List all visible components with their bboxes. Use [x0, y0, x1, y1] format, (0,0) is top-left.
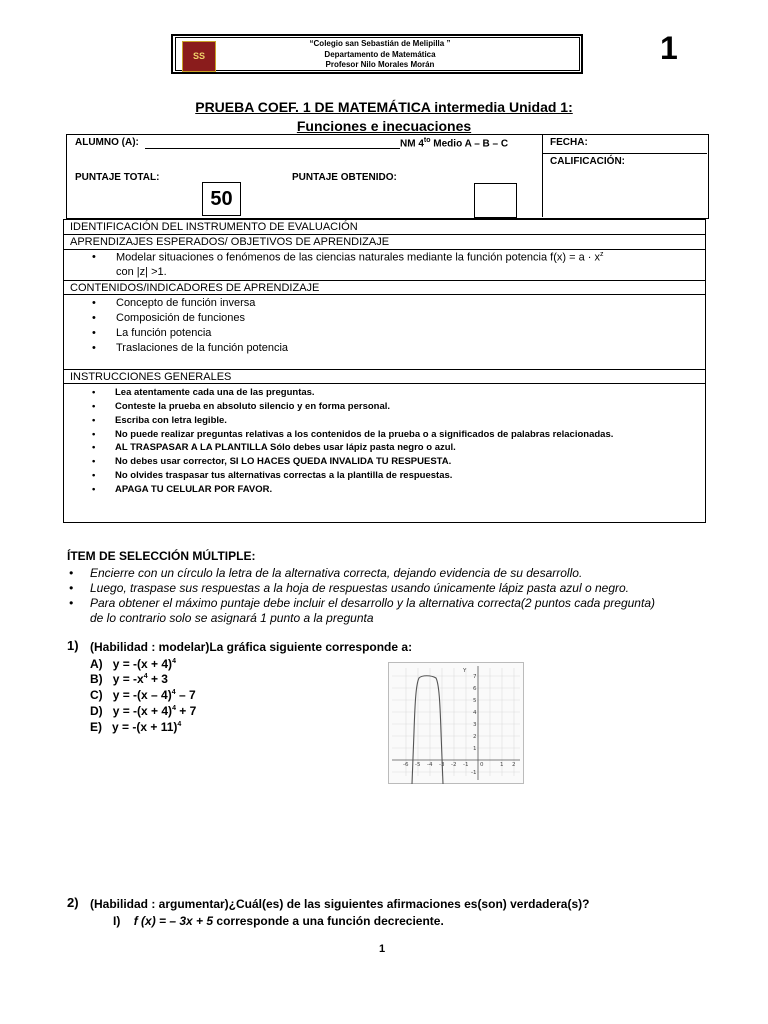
q1-option-e[interactable]: E) $y = -(x + 11)^4$	[90, 720, 182, 734]
x-tick: -3	[439, 762, 445, 768]
obtained-score-box[interactable]	[474, 183, 517, 218]
question-2-number: 2)	[67, 895, 79, 910]
test-title	[0, 99, 768, 115]
grade-label: NM $4^{to}$ Medio A – B – C	[400, 137, 509, 150]
school-logo: SS	[182, 41, 216, 72]
y-tick: 5	[473, 698, 477, 704]
x-tick: -1	[463, 762, 469, 768]
row-divider-5	[63, 369, 705, 370]
y-tick: -1	[471, 770, 477, 776]
school-name: “Colegio san Sebastián de Melipilla ”	[309, 39, 451, 48]
q1-option-d[interactable]: D) $y = -(x + 4)^4 + 7$	[90, 704, 197, 718]
teacher-name: Profesor Nilo Morales Morán	[325, 60, 435, 69]
question-1-text: (Habilidad : modelar)La gráfica siguiente corresponde a:	[90, 640, 413, 654]
row-divider-1	[63, 234, 705, 235]
identification-heading: IDENTIFICACIÓN DEL INSTRUMENTO DE EVALUACIÓN	[70, 221, 358, 233]
x-tick: -6	[403, 762, 409, 768]
y-tick: 2	[473, 734, 477, 740]
student-name-line[interactable]	[145, 148, 400, 149]
q1-option-a[interactable]: A) $y = -(x + 4)^4$	[90, 657, 176, 671]
instructions-heading: INSTRUCCIONES GENERALES	[70, 371, 232, 383]
page-number-large: 1	[660, 30, 678, 66]
student-label: ALUMNO (A):	[75, 137, 139, 148]
obtained-score-label: PUNTAJE OBTENIDO:	[292, 172, 397, 183]
info-divider-vertical	[542, 134, 543, 217]
test-title-line2: Funciones e inecuaciones	[296, 118, 472, 134]
x-tick: -5	[415, 762, 421, 768]
date-label: FECHA:	[550, 137, 588, 148]
question-2-text: (Habilidad : argumentar)¿Cuál(es) de las siguientes afirmaciones es(son) verdadera(s)?	[90, 897, 590, 911]
total-score-label: PUNTAJE TOTAL:	[75, 172, 160, 183]
info-divider-horizontal	[542, 153, 707, 154]
test-title-line1: PRUEBA COEF. 1 DE MATEMÁTICA intermedia Unidad 1:	[195, 99, 573, 115]
contents-heading: CONTENIDOS/INDICADORES DE APRENDIZAJE	[70, 282, 320, 294]
question-2-item-1[interactable]: I) f (x) = – 3x + 5 corresponde a una función decreciente.	[113, 914, 444, 928]
question-1-graph	[388, 662, 524, 784]
mc-instruction-continued: de lo contrario solo se asignará 1 punto a la pregunta	[90, 611, 374, 625]
row-divider-3	[63, 280, 705, 281]
multiple-choice-heading: ÍTEM DE SELECCIÓN MÚLTIPLE:	[67, 549, 256, 563]
y-tick: 6	[473, 686, 477, 692]
row-divider-6	[63, 383, 705, 384]
department-name: Departamento de Matemática	[324, 50, 436, 59]
q1-option-b[interactable]: B) $y = -x^4 + 3$	[90, 672, 168, 686]
y-tick: 7	[473, 674, 477, 680]
footer-page-number: 1	[379, 943, 386, 955]
x-tick: -2	[451, 762, 457, 768]
row-divider-4	[63, 294, 705, 295]
x-tick: 2	[512, 762, 516, 768]
y-tick: 3	[473, 722, 477, 728]
total-score-box: 50	[202, 182, 241, 216]
y-axis-label: Y	[463, 668, 467, 674]
y-tick: 1	[473, 746, 477, 752]
question-1-number: 1)	[67, 638, 79, 653]
row-divider-2	[63, 249, 705, 250]
x-tick: -4	[427, 762, 433, 768]
x-tick: 1	[500, 762, 504, 768]
learning-heading: APRENDIZAJES ESPERADOS/ OBJETIVOS DE APRENDIZAJE	[70, 236, 390, 248]
calification-label: CALIFICACIÓN:	[550, 156, 625, 167]
test-subtitle	[0, 118, 768, 134]
x-tick: 0	[480, 762, 484, 768]
y-tick: 4	[473, 710, 477, 716]
q1-option-c[interactable]: C) y = -(x – 4)$^4$ – 7	[90, 688, 196, 702]
